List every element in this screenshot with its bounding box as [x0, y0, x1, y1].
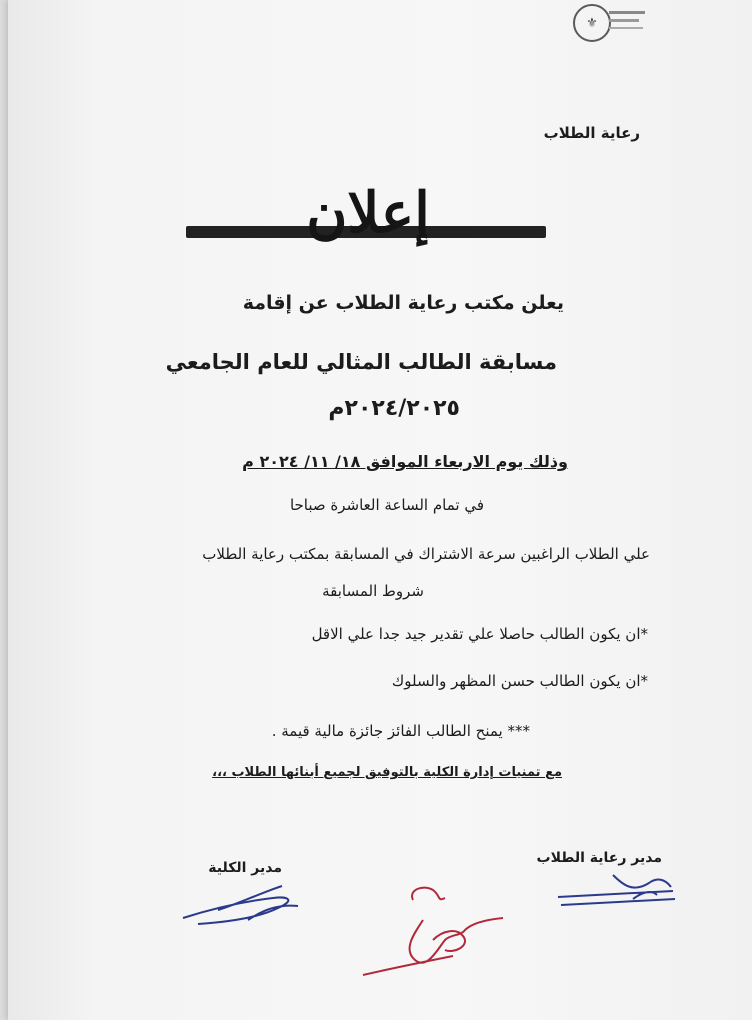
condition-2: *ان يكون الطالب حسن المظهر والسلوك [391, 672, 648, 690]
middle-signature [353, 880, 523, 980]
university-logo [553, 2, 653, 40]
logo-text-line [609, 19, 639, 22]
student-affairs-director-title: مدير رعاية الطلاب [536, 850, 662, 866]
dean-title: مدير الكلية [208, 860, 282, 876]
time-line: في تمام الساعة العاشرة صباحا [289, 496, 484, 514]
document-page [8, 0, 752, 1020]
date-line: وذلك يوم الاربعاء الموافق ١٨/ ١١/ ٢٠٢٤ م [242, 452, 568, 471]
logo-text-line [609, 27, 643, 29]
student-affairs-signature [553, 865, 683, 915]
prize-line: *** يمنح الطالب الفائز جائزة مالية قيمة . [271, 722, 530, 740]
body-line-2: مسابقة الطالب المثالي للعام الجامعي [165, 350, 557, 374]
logo-text-line [609, 11, 645, 14]
closing-line: مع تمنيات إدارة الكلية بالتوفيق لجميع أبنائها الطلاب ،،، [212, 765, 562, 780]
department-header: رعاية الطلاب [543, 124, 640, 142]
conditions-heading: شروط المسابقة [322, 582, 424, 600]
dean-signature [178, 880, 308, 930]
emblem-icon: ⚜ [573, 4, 611, 42]
body-line-1: يعلن مكتب رعاية الطلاب عن إقامة [242, 292, 564, 314]
academic-year: ٢٠٢٤/٢٠٢٥م [328, 396, 460, 421]
announcement-title: إعلان [306, 180, 430, 246]
condition-1: *ان يكون الطالب حاصلا علي تقدير جيد جدا علي الاقل [311, 625, 648, 643]
registration-line: علي الطلاب الراغبين سرعة الاشتراك في المسابقة بمكتب رعاية الطلاب [202, 545, 650, 563]
